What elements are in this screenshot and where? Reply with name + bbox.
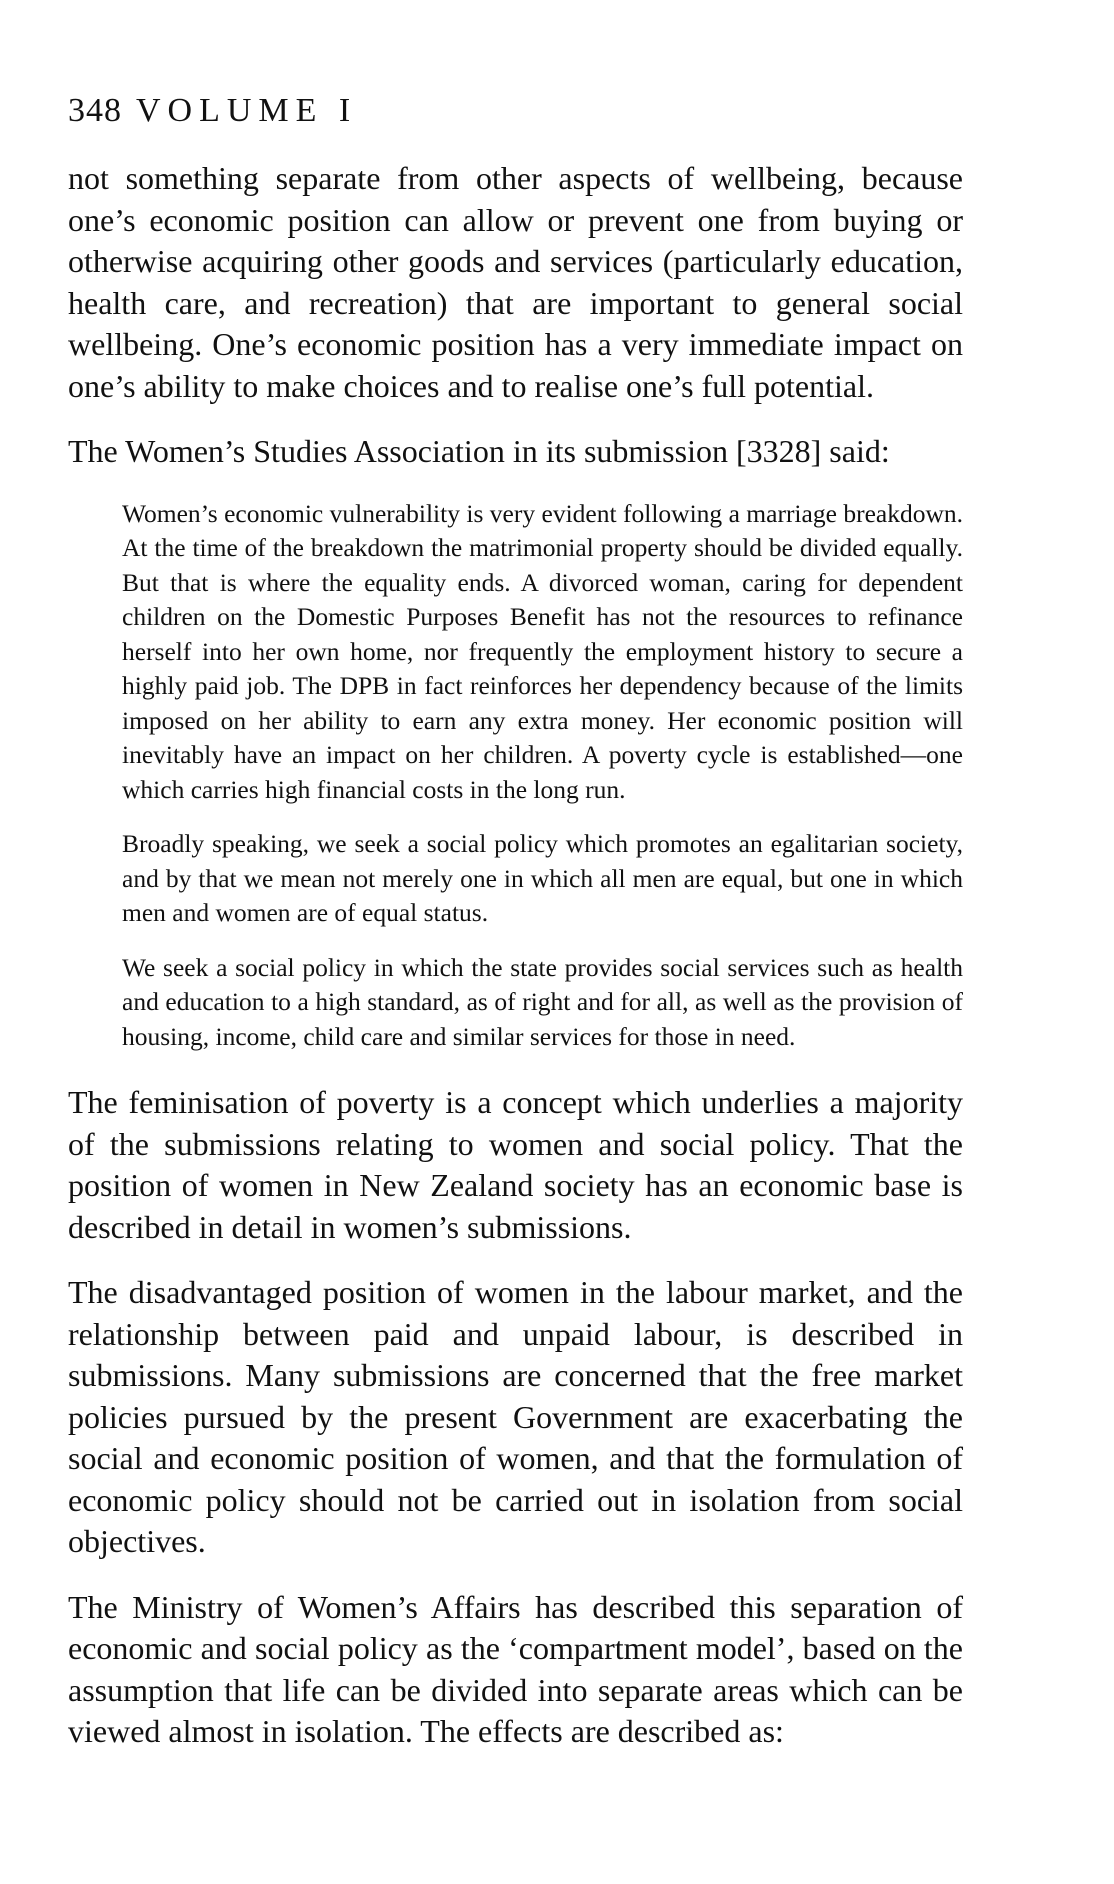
paragraph-feminisation: The feminisation of poverty is a concept which underlies a majority of the submissions relating to women and social policy. That the position of women in New Zealand society has an economic base is described in detail in women’s submissions. — [68, 1084, 963, 1245]
block-quote-2: Broadly speaking, we seek a social policy which promotes an egalitarian society, and by that we mean not merely one in which all men are equal, but one in which men and women are of equal status. — [122, 829, 963, 927]
paragraph-compartment-model: The Ministry of Women’s Affairs has described this separation of economic and social policy as the ‘compartment model’, based on the assumption that life can be divided into separate areas which can be viewed almost in isolation. The effects are described as: — [68, 1588, 963, 1749]
body-text — [68, 158, 963, 1777]
running-head — [68, 94, 357, 128]
paragraph-quote-intro: The Women’s Studies Association in its submission [3328] said: — [68, 433, 890, 469]
block-quote-1: Women’s economic vulnerability is very evident following a marriage breakdown. At the time of the breakdown the matrimonial property should be divided equally. But that is where the equality ends. A divorced woman, caring for dependent children on the Domestic Purposes Benefit has not the resources to refinance herself into her own home, nor frequently the employment history to secure a highly paid job. The DPB in fact reinforces her dependency because of the limits imposed on her ability to earn any extra money. Her economic position will inevitably have an impact on her children. A poverty cycle is established—one which carries high financial costs in the long run. — [122, 498, 963, 804]
volume-label: VOLUME I — [136, 92, 358, 129]
paragraph-labour-market: The disadvantaged position of women in the labour market, and the relationship between paid and unpaid labour, is described in submissions. Many submissions are concerned that the free market policies pursued by the present Government are exacerbating the social and economic position of women, and that the formulation of economic policy should not be carried out in isolation from social objectives. — [68, 1274, 963, 1559]
page-number: 348 — [68, 92, 122, 129]
block-quote-3: We seek a social policy in which the state provides social services such as health and education to a high standard, as of right and for all, as well as the provision of housing, income, child care and similar services for those in need. — [122, 952, 963, 1051]
paragraph-continuation: not something separate from other aspects of wellbeing, because one’s economic position can allow or prevent one from buying or otherwise acquiring other goods and services (particularly education, health care, and recreation) that are important to general social wellbeing. One’s economic position has a very immediate impact on one’s ability to make choices and to realise one’s full potential. — [68, 160, 963, 404]
